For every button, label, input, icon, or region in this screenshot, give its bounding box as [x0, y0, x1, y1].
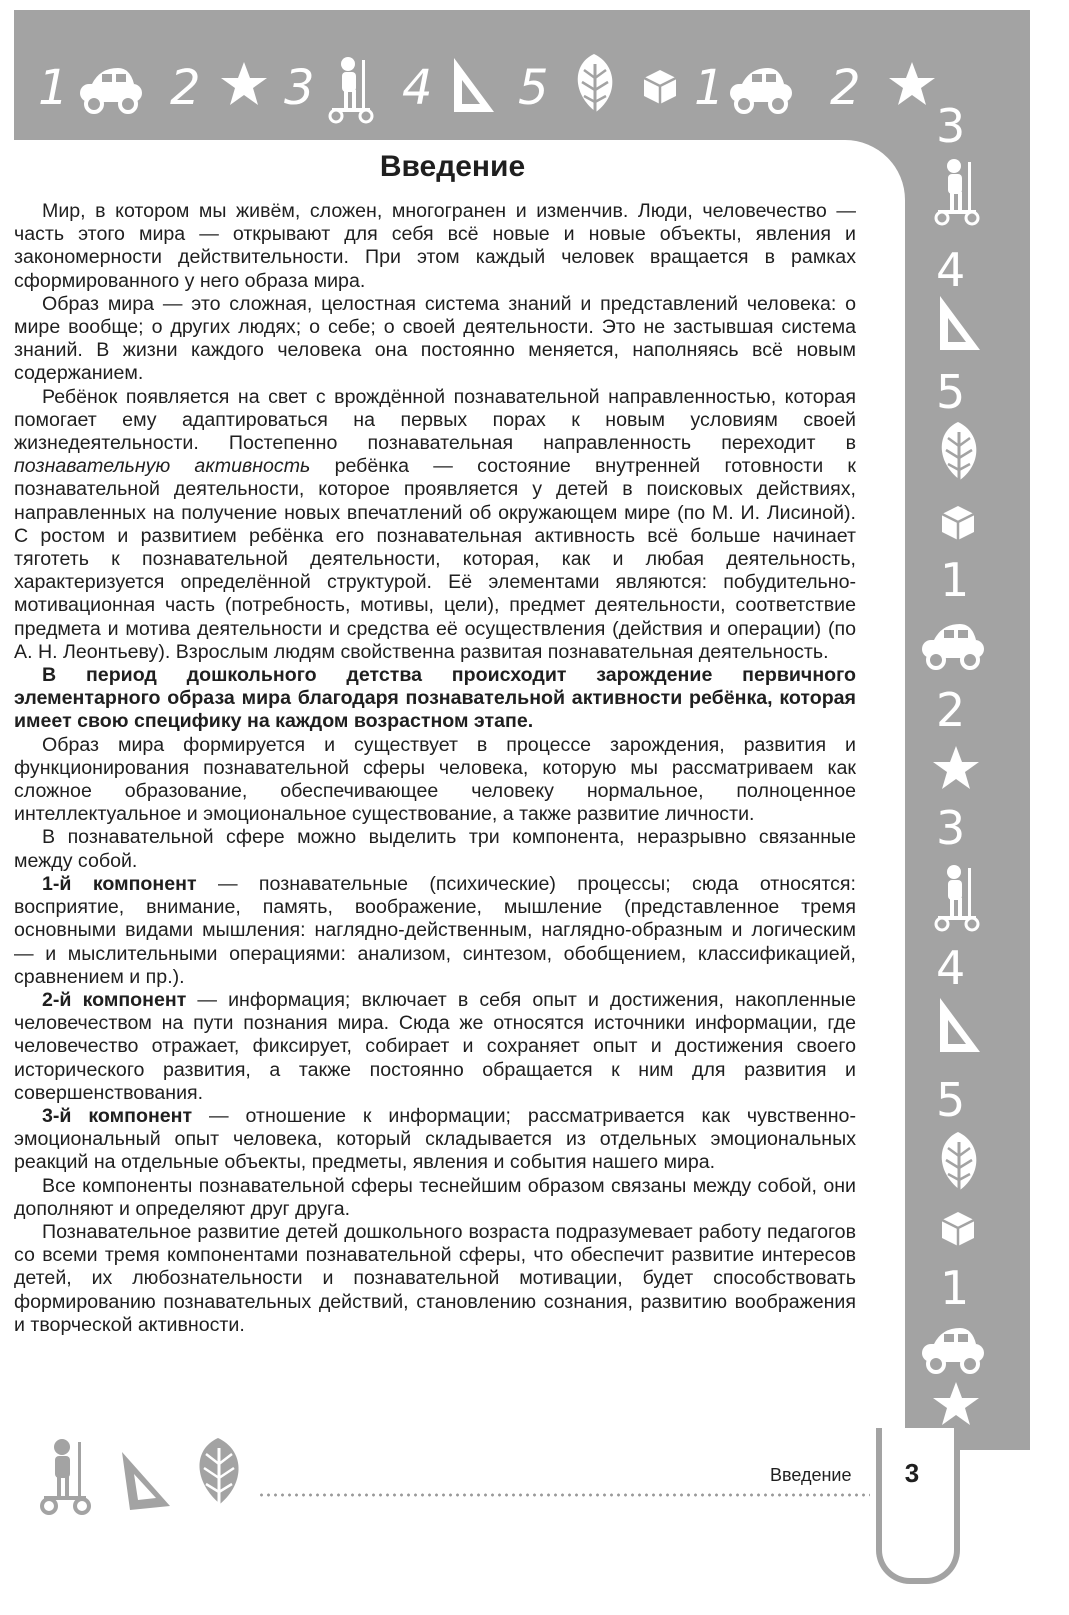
car-icon [922, 624, 984, 668]
right-digit-4b: 4 [936, 941, 966, 995]
paragraph-text: — отношение к информации; рассматривается как чувственно-эмоциональный опыт человека, который складывается из отдельных эмоциональных реакций на отдельные объекты, предметы, явления и события нашего мира. [14, 1104, 856, 1174]
right-digit-3: 3 [936, 99, 966, 153]
right-digit-1: 1 [940, 553, 970, 607]
paragraph: Образ мира — это сложная, целостная система знаний и представлений человека: о мире вообще; о других людях; о себе; о своей деятельности. Это не застывшая система знаний. В жизни каждого человека она постоянно меняется, наполняясь всё новым содержанием. [14, 292, 856, 385]
top-decor-strip [30, 46, 990, 124]
italic-term: познавательную активность [14, 455, 311, 478]
scooter-kid-icon [42, 1439, 89, 1513]
page-title: Введение [379, 150, 526, 183]
leaf-icon [199, 1438, 238, 1512]
triangle-ruler-icon [940, 296, 980, 350]
right-digit-4: 4 [936, 243, 966, 297]
component-label: 3-й компонент [42, 1104, 193, 1127]
digit-5: 5 [518, 60, 549, 116]
digit-4: 4 [402, 60, 433, 116]
bold-paragraph: В период дошкольного детства происходит зарождение первичного элементарного образа мира благодаря познавательной активности ребёнка, которая имеет свою специфику на каждом возрастном этапе. [14, 664, 856, 733]
scooter-kid-icon-2 [936, 865, 978, 930]
component-label: 1-й компонент [42, 872, 197, 895]
scooter-kid-icon [330, 57, 372, 122]
star-icon-2 [933, 1382, 979, 1425]
right-digit-5b: 5 [936, 1073, 966, 1127]
cube-icon-2 [942, 1212, 974, 1246]
digit-1b: 1 [694, 60, 725, 116]
triangle-ruler-icon-2 [940, 998, 980, 1052]
paragraph [14, 1105, 856, 1175]
digit-2b: 2 [830, 60, 861, 116]
component-label: 2-й компонент [42, 988, 187, 1011]
digit-3: 3 [284, 60, 315, 116]
right-digit-5: 5 [936, 365, 966, 419]
cube-icon [644, 70, 676, 104]
paragraph [14, 386, 856, 664]
right-digit-3b: 3 [936, 801, 966, 855]
paragraph-text: Ребёнок появляется на свет с врождённой познавательной направленностью, которая помогает ему адаптироваться на первых порах к новым условиям своей жизнедеятельности. Постепенно познавательная направленность переходит в [14, 385, 856, 455]
paragraph-text: — информация; включает в себя опыт и достижения, накопленные человечеством на пути познания мира. Сюда же относятся источники информации, где человечество отражает, фиксирует, собирает и сохраняет опыт и достижения своего исторического развития, а также постоянно обращается к ним для развития и совершенствования. [14, 988, 856, 1104]
triangle-ruler-icon [122, 1452, 170, 1510]
car-icon-2 [730, 68, 792, 112]
right-decor-strip [914, 86, 1024, 1446]
leaf-icon [578, 54, 613, 118]
car-icon-2 [922, 1328, 984, 1372]
paragraph [14, 873, 856, 989]
star-icon [933, 746, 979, 789]
car-icon [80, 68, 142, 112]
page-number: 3 [904, 1458, 920, 1488]
star-icon [221, 62, 267, 105]
paragraph: Мир, в котором мы живём, сложен, многогранен и изменчив. Люди, человечество — часть этого мира — открывают для себя всё новые и новые объекты, явления и закономерности действительности. При этом каждый человек вращается в рамках сформированного у него образа мира. [14, 200, 856, 292]
footer-section-label: Введение [770, 1465, 852, 1485]
paragraph-text: — познавательные (психические) процессы; сюда относятся: восприятие, внимание, память, воображение, мышление (представленное тремя основными видами мышления: наглядно-действенным, наглядно-образным и логическим — и мыслительными операциями: анализом, синтезом, обобщением, классификацией, сравнением и пр.). [14, 872, 856, 988]
leaf-icon-2 [942, 1132, 977, 1196]
paragraph: Образ мира формируется и существует в процессе зарождения, развития и функционирования познавательной сферы человека, которую мы рассматриваем как сложное образование, обеспечивающее человеку нормальное, полноценное интеллектуальное и эмоциональное существование, а также развитие личности. [14, 733, 856, 826]
paragraph: Познавательное развитие детей дошкольного возраста подразумевает работу педагогов со всеми тремя компонентами познавательной сферы, что обеспечит развитие интересов детей, их любознательности и познавательной мотивации, будет способствовать формированию познавательных действий, становлению сознания, развитию воображения и творческой активности. [14, 1220, 856, 1336]
paragraph [14, 989, 856, 1105]
cube-icon [942, 506, 974, 540]
digit-1: 1 [38, 60, 69, 116]
paragraph-text: ребёнка — состояние внутренней готовности к познавательной деятельности, которое проявляется у детей в поисковых действиях, направленных на получение новых впечатлений об окружающем мире (по М. И. Лисиной). С ростом и развитием ребёнка его познавательная активность всё больше начинает тяготеть к познавательной деятельности, которая, как и любая деятельность, характеризуется определённой структурой. Её элементами являются: побудительно-мотивационная часть (потребность, мотивы, цели), предмет деятельности, соответствие предмета и мотива деятельности и средства её осуществления (действия и операции) (по А. Н. Леонтьеву). Взрослым людям свойственна развитая познавательная деятельность. [14, 455, 856, 663]
footer-dotted-leader [258, 1493, 870, 1497]
footer-decor [36, 1432, 256, 1516]
digit-2: 2 [170, 60, 201, 116]
leaf-icon [942, 422, 977, 486]
paragraph: В познавательной сфере можно выделить три компонента, неразрывно связанные между собой. [14, 826, 856, 872]
right-digit-2: 2 [936, 683, 966, 737]
body-text [14, 200, 856, 1337]
page-number-tab [876, 1428, 960, 1584]
scooter-kid-icon [936, 159, 978, 224]
paragraph: Все компоненты познавательной сферы теснейшим образом связаны между собой, они дополняют и определяют друг друга. [14, 1174, 856, 1220]
triangle-ruler-icon [454, 58, 494, 112]
right-digit-1b: 1 [940, 1261, 970, 1315]
